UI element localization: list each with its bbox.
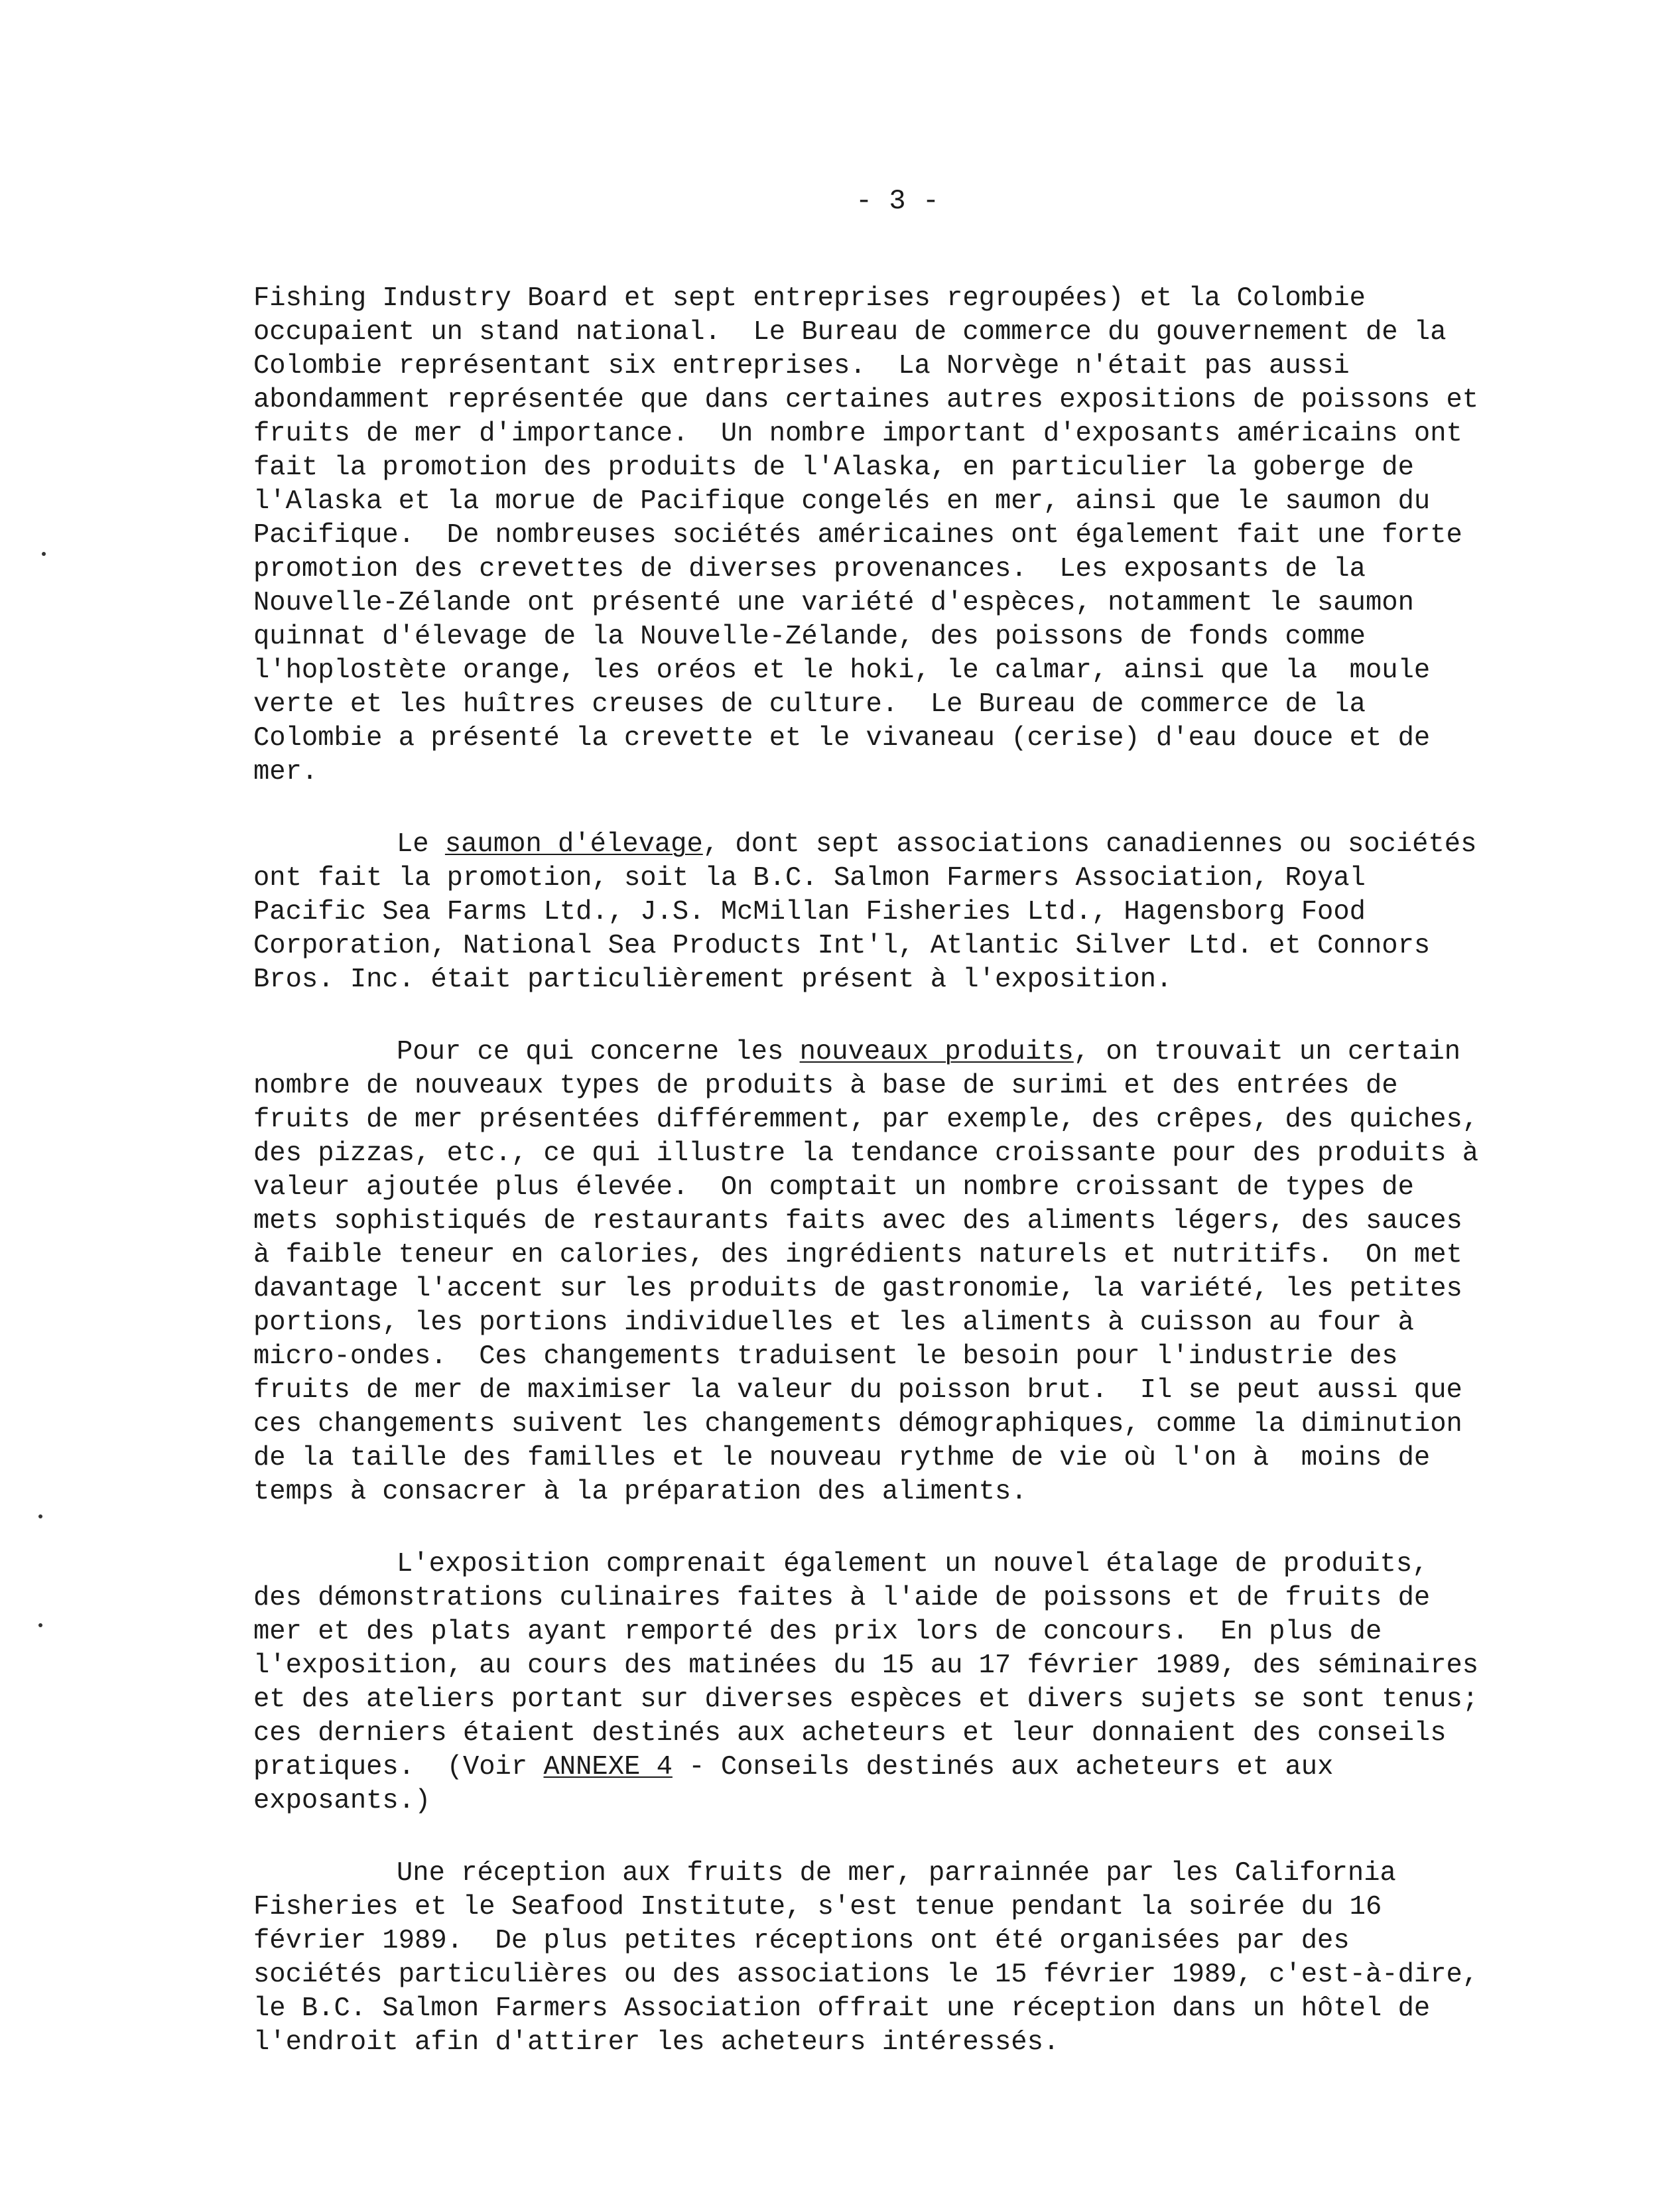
text-segment: l'exposition, au cours des matinées du 15 au 17 février 1989, des séminaires	[253, 1650, 1479, 1681]
text-line	[253, 1306, 1553, 1340]
text-line	[253, 282, 1553, 316]
text-segment: occupaient un stand national. Le Bureau de commerce du gouvernement de la	[253, 317, 1447, 348]
text-line	[253, 1374, 1553, 1408]
text-line	[253, 316, 1553, 350]
text-segment: ces changements suivent les changements démographiques, comme la diminution	[253, 1409, 1462, 1439]
text-segment: Colombie représentant six entreprises. La Norvège n'était pas aussi	[253, 351, 1350, 381]
text-segment: Fisheries et le Seafood Institute, s'est tenue pendant la soirée du 16	[253, 1892, 1382, 1922]
scan-speck	[42, 552, 46, 556]
text-segment: février 1989. De plus petites réceptions ont été organisées par des	[253, 1926, 1350, 1956]
text-segment: ces derniers étaient destinés aux acheteurs et leur donnaient des conseils	[253, 1718, 1447, 1749]
text-segment: l'Alaska et la morue de Pacifique congelés en mer, ainsi que le saumon du	[253, 486, 1431, 517]
text-line	[253, 1857, 1553, 1891]
text-segment: des démonstrations culinaires faites à l'aide de poissons et de fruits de	[253, 1583, 1431, 1613]
text-segment: Nouvelle-Zélande ont présenté une variété d'espèces, notamment le saumon	[253, 588, 1414, 618]
text-line	[253, 1441, 1553, 1475]
paragraph	[253, 1548, 1553, 1818]
text-segment: Corporation, National Sea Products Int'l, Atlantic Silver Ltd. et Connors	[253, 931, 1431, 961]
text-line	[253, 1340, 1553, 1374]
scan-speck	[38, 1514, 42, 1518]
text-line	[253, 451, 1553, 485]
text-line	[253, 1581, 1553, 1615]
text-line	[253, 862, 1553, 896]
text-segment: Colombie a présenté la crevette et le vivaneau (cerise) d'eau douce et de	[253, 723, 1431, 754]
text-segment: exposants.)	[253, 1786, 431, 1816]
underlined-term: saumon d'élevage	[444, 829, 703, 860]
text-segment: Bros. Inc. était particulièrement présent à l'exposition.	[253, 965, 1173, 995]
text-segment: et des ateliers portant sur diverses espèces et divers sujets se sont tenus;	[253, 1684, 1479, 1715]
text-segment: portions, les portions individuelles et les aliments à cuisson au four à	[253, 1307, 1414, 1338]
text-segment: davantage l'accent sur les produits de gastronomie, la variété, les petites	[253, 1274, 1462, 1304]
underlined-term: ANNEXE 4	[543, 1752, 673, 1782]
text-segment: Une réception aux fruits de mer, parrainnée par les California	[397, 1858, 1396, 1889]
text-line	[253, 1205, 1553, 1238]
text-line	[253, 2026, 1553, 2060]
text-line	[253, 350, 1553, 383]
text-line	[253, 929, 1553, 963]
text-segment: de la taille des familles et le nouveau rythme de vie où l'on à moins de	[253, 1443, 1431, 1473]
text-segment: , dont sept associations canadiennes ou sociétés	[702, 829, 1477, 860]
document-body	[253, 282, 1553, 2098]
text-line	[253, 654, 1553, 688]
text-line	[253, 1924, 1553, 1958]
text-line	[253, 1891, 1553, 1924]
text-segment: Le	[397, 829, 445, 860]
text-segment: Pacific Sea Farms Ltd., J.S. McMillan Fisheries Ltd., Hagensborg Food	[253, 897, 1366, 927]
text-line	[253, 1784, 1553, 1818]
text-segment: fruits de mer de maximiser la valeur du poisson brut. Il se peut aussi que	[253, 1375, 1462, 1406]
text-line	[253, 586, 1553, 620]
paragraph	[253, 828, 1553, 997]
text-line	[253, 963, 1553, 997]
text-segment: temps à consacrer à la préparation des aliments.	[253, 1477, 1027, 1507]
text-segment: mer.	[253, 757, 318, 787]
text-segment: valeur ajoutée plus élevée. On comptait un nombre croissant de types de	[253, 1172, 1414, 1203]
text-line	[253, 896, 1553, 929]
scan-speck	[38, 1623, 42, 1627]
text-segment: micro-ondes. Ces changements traduisent le besoin pour l'industrie des	[253, 1341, 1398, 1372]
text-line	[253, 1137, 1553, 1171]
text-segment: mets sophistiqués de restaurants faits avec des aliments légers, des sauces	[253, 1206, 1462, 1236]
text-line	[253, 1171, 1553, 1205]
paragraph	[253, 282, 1553, 789]
text-line	[253, 1069, 1553, 1103]
text-line	[253, 688, 1553, 722]
text-segment: pratiques. (Voir	[253, 1752, 544, 1782]
text-segment: le B.C. Salmon Farmers Association offrait une réception dans un hôtel de	[253, 1993, 1431, 2024]
text-segment: nombre de nouveaux types de produits à base de surimi et des entrées de	[253, 1071, 1398, 1101]
text-line	[253, 553, 1553, 586]
text-segment: - Conseils destinés aux acheteurs et aux	[672, 1752, 1334, 1782]
text-segment: fait la promotion des produits de l'Alaska, en particulier la goberge de	[253, 452, 1414, 483]
text-line	[253, 1958, 1553, 1992]
text-line	[253, 1103, 1553, 1137]
text-line	[253, 722, 1553, 756]
text-line	[253, 383, 1553, 417]
text-line	[253, 1238, 1553, 1272]
text-line	[253, 417, 1553, 451]
paragraph	[253, 1857, 1553, 2060]
text-line	[253, 1649, 1553, 1683]
text-line	[253, 1751, 1553, 1784]
text-segment: quinnat d'élevage de la Nouvelle-Zélande, des poissons de fonds comme	[253, 622, 1366, 652]
text-line	[253, 1615, 1553, 1649]
text-segment: l'endroit afin d'attirer les acheteurs intéressés.	[253, 2027, 1060, 2058]
paragraph	[253, 1035, 1553, 1509]
text-line	[253, 1683, 1553, 1717]
text-line	[253, 828, 1553, 862]
page-number: - 3 -	[856, 185, 940, 217]
text-segment: sociétés particulières ou des associations le 15 février 1989, c'est-à-dire,	[253, 1960, 1479, 1990]
text-line	[253, 485, 1553, 519]
text-segment: Pacifique. De nombreuses sociétés américaines ont également fait une forte	[253, 520, 1462, 551]
text-segment: fruits de mer d'importance. Un nombre important d'exposants américains ont	[253, 419, 1462, 449]
text-segment: fruits de mer présentées différemment, par exemple, des crêpes, des quiches,	[253, 1104, 1479, 1135]
text-line	[253, 1475, 1553, 1509]
text-line	[253, 756, 1553, 789]
text-line	[253, 1717, 1553, 1751]
text-segment: verte et les huîtres creuses de culture. Le Bureau de commerce de la	[253, 689, 1366, 720]
text-line	[253, 519, 1553, 553]
text-segment: ont fait la promotion, soit la B.C. Salmon Farmers Association, Royal	[253, 863, 1366, 894]
text-line	[253, 620, 1553, 654]
text-line	[253, 1035, 1553, 1069]
text-segment: l'hoplostète orange, les oréos et le hoki, le calmar, ainsi que la moule	[253, 655, 1431, 686]
text-line	[253, 1408, 1553, 1441]
text-line	[253, 1992, 1553, 2026]
underlined-term: nouveaux produits	[799, 1037, 1074, 1067]
text-segment: mer et des plats ayant remporté des prix lors de concours. En plus de	[253, 1617, 1382, 1647]
text-segment: promotion des crevettes de diverses provenances. Les exposants de la	[253, 554, 1366, 584]
text-segment: Fishing Industry Board et sept entreprises regroupées) et la Colombie	[253, 283, 1366, 314]
text-segment: des pizzas, etc., ce qui illustre la tendance croissante pour des produits à	[253, 1138, 1479, 1169]
text-segment: , on trouvait un certain	[1073, 1037, 1461, 1067]
text-segment: L'exposition comprenait également un nouvel étalage de produits,	[397, 1549, 1429, 1579]
text-line	[253, 1272, 1553, 1306]
text-segment: Pour ce qui concerne les	[397, 1037, 800, 1067]
text-segment: à faible teneur en calories, des ingrédients naturels et nutritifs. On met	[253, 1240, 1462, 1270]
text-line	[253, 1548, 1553, 1581]
text-segment: abondamment représentée que dans certaines autres expositions de poissons et	[253, 385, 1479, 415]
